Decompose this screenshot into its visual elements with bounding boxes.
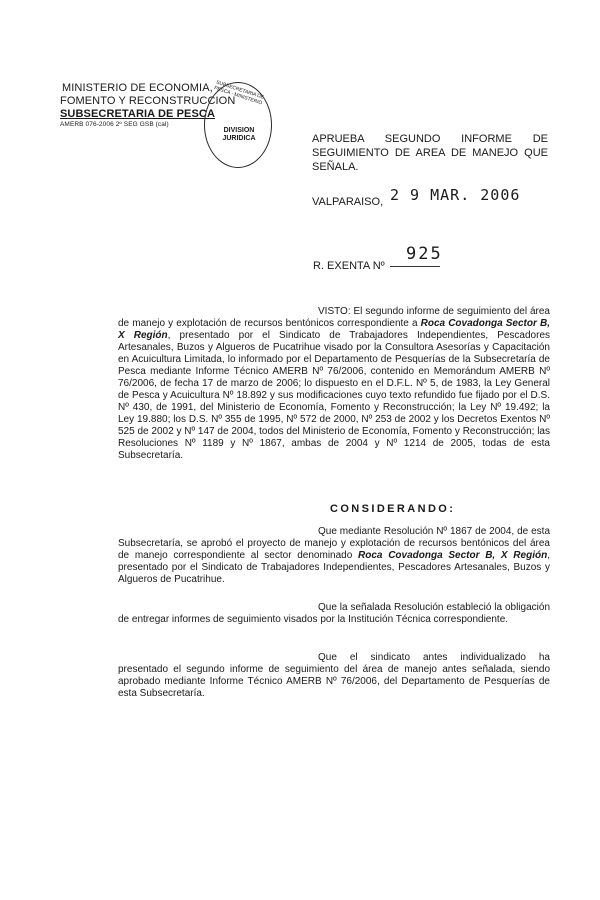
subsecretaria-label: SUBSECRETARIA DE PESCA (60, 108, 215, 120)
considerando-1-sector-name: Roca Covadonga Sector B, X Región (358, 550, 548, 561)
considerando-1-text-2: , presentado por el Sindicato de Trabajadores Independientes, Pescadores Artesanales, Buzos y Algueros de Pucatrihue. (118, 550, 550, 585)
visto-text-1: VISTO: El segundo informe de seguimiento del área de manejo y explotación de recursos bentónicos correspondiente a (118, 306, 550, 329)
resolution-summary: APRUEBA SEGUNDO INFORME DE SEGUIMIENTO DE AREA DE MANEJO QUE SEÑALA. (312, 133, 548, 173)
considerando-paragraph-2 (118, 602, 550, 626)
ministry-line-2: FOMENTO Y RECONSTRUCCION (60, 95, 236, 107)
document-reference: AMERB 076-2006 2º SEG GSB (cal) (60, 121, 169, 128)
considerando-3-text: Que el sindicato antes individualizado ha presentado el segundo informe de seguimiento del área de manejo antes señalada, siendo aprobado mediante Informe Técnico AMERB Nº 76/2006, del Departamento de Pesquerías de esta Subsecretaría. (118, 652, 550, 699)
considerando-paragraph-1 (118, 526, 550, 586)
considerando-heading: CONSIDERANDO: (330, 503, 456, 515)
visto-text-2: , presentado por el Sindicato de Trabajadores Independientes, Pescadores Artesanales, Buzos y Algueros de Pucatrihue visado por la Consultora Asesorías y Capacitación en Acuicultura Limitada, lo informado por el Departamento de Pesquerías de la Subsecretaría de Pesca mediante Informe Técnico AMERB Nº 76/2006, contenido en Memorándum AMERB Nº 76/2006, de fecha 17 de marzo de 2006; lo dispuesto en el D.F.L. Nº 5, de 1983, la Ley General de Pesca y Acuicultura Nº 18.892 y sus modificaciones cuyo texto refundido fue fijado por el D.S. Nº 430, de 1991, del Ministerio de Economía, Fomento y Reconstrucción; la Ley Nº 19.492; la Ley 19.880; los D.S. Nº 355 de 1995, Nº 572 de 2000, Nº 253 de 2002 y los Decretos Exentos Nº 525 de 2002 y Nº 147 de 2004, todos del Ministerio de Economía, Fomento y Reconstrucción; las Resoluciones Nº 1189 y Nº 1867, ambas de 2004 y Nº 1214 de 2005, todas de esta Subsecretaría. (118, 330, 551, 461)
stamp-center (219, 127, 259, 143)
considerando-paragraph-3 (118, 652, 550, 700)
considerando-1-text-1: Que mediante Resolución Nº 1867 de 2004, de esta Subsecretaría, se aprobó el proyecto de manejo y explotación de recursos bentónicos del área de manejo correspondiente al sector denominado (118, 526, 550, 561)
considerando-2-text: Que la señalada Resolución estableció la obligación de entregar informes de seguimiento visados por la Institución Técnica correspondiente. (118, 602, 550, 625)
visto-paragraph (118, 306, 550, 462)
stamp-ring-text: SUBSECRETARIA DE PESCA · MINISTERIO (213, 79, 265, 107)
date-stamp: 2 9 MAR. 2006 (390, 186, 521, 204)
stamp-juridica: JURIDICA (222, 135, 256, 142)
resolution-number: 925 (406, 244, 443, 264)
visto-sector-name: Roca Covadonga Sector B, X Región (118, 318, 551, 341)
stamp-division: DIVISION (223, 127, 255, 134)
ministry-line-1: MINISTERIO DE ECONOMIA, (62, 82, 213, 94)
resolution-underline (390, 266, 440, 267)
division-juridica-stamp (204, 79, 272, 168)
resolution-label: R. EXENTA Nº (313, 260, 385, 272)
place-label: VALPARAISO, (312, 196, 384, 208)
